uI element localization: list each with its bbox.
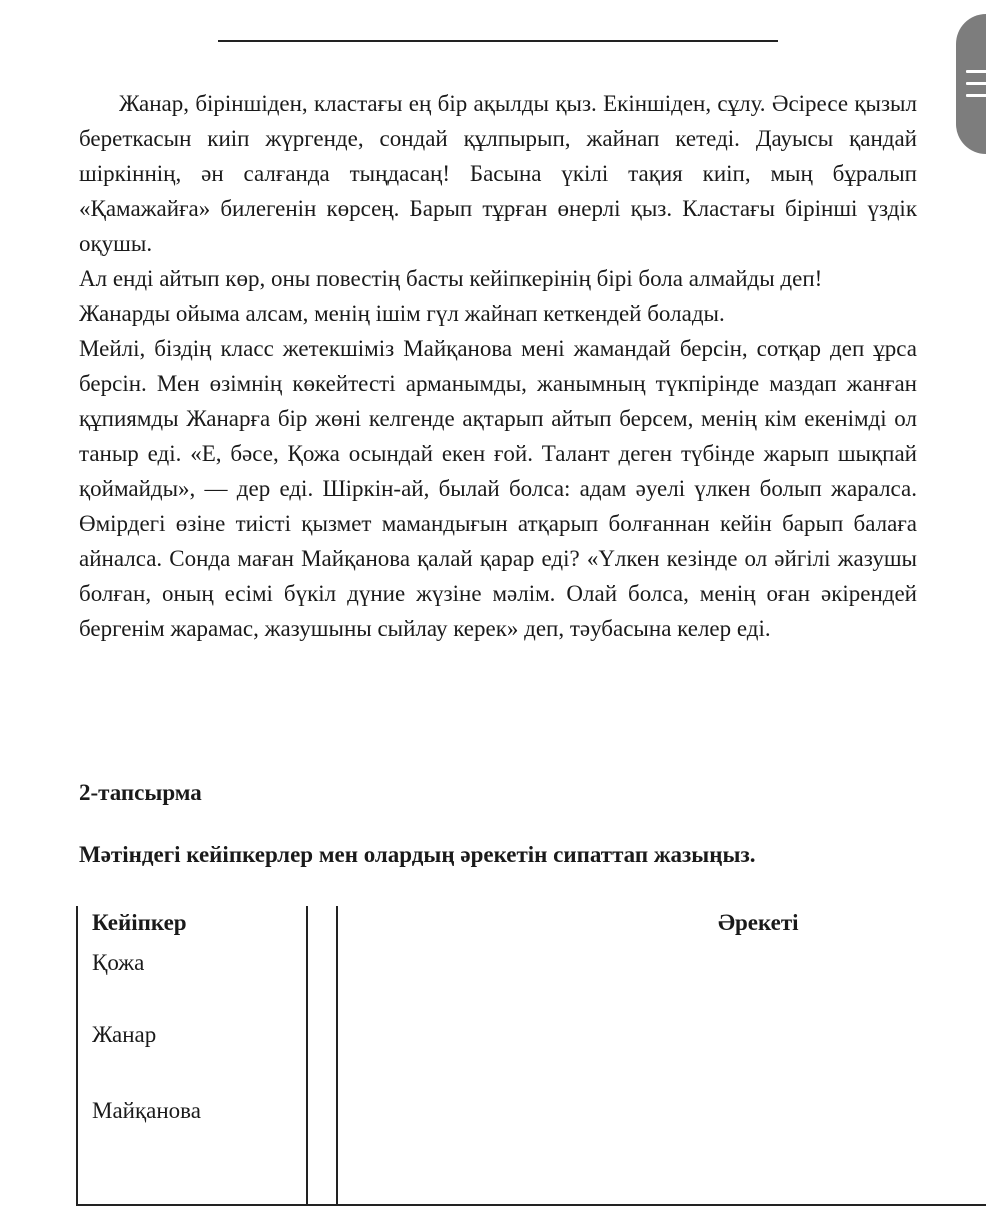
paragraph-2: Ал енді айтып көр, оны повестің басты кейіпкерінің бірі бола алмайды деп! — [79, 266, 823, 291]
header-character: Кейіпкер — [92, 910, 187, 935]
paragraph-4: Мейлі, біздің класс жетекшіміз Майқанова мені жамандай берсін, сотқар деп ұрса берсін. Мен өзімнің көкейтесті арманымды, жанымның түкпірінде маздап жанған құпиямды Жанарға бір жөні келгенде ақтарып айтып берсем, менің кім екенімді ол таныр еді. «Е, бәсе, Қожа осындай екен ғой. Талант деген түбінде жарып шықпай қоймайды», — дер еді. Шіркін-ай, былай болса: адам әуелі үлкен болып жаралса. Өмірдегі өзіне тиісті қызмет мамандығын атқарып болғаннан кейін барып балаға айналса. Сонда маған Майқанова қалай қарар еді? «Үлкен кезінде ол әйгілі жазушы болған, оның есімі бүкіл дүние жүзіне мәлім. Олай болса, менің оған әкірендей бергенім жарамас, жазушыны сыйлау керек» деп, тәубасына келер еді. — [79, 336, 917, 641]
answer-table — [76, 906, 986, 1206]
task-title: 2-тапсырма — [79, 780, 202, 805]
top-rule — [218, 40, 778, 42]
row-character-2: Жанар — [92, 1022, 157, 1047]
table-divider-1 — [306, 906, 308, 1206]
row-character-1: Қожа — [92, 950, 145, 975]
table-bottom-border — [76, 1204, 986, 1206]
side-menu-tab[interactable] — [956, 14, 986, 154]
table-left-border — [76, 906, 78, 1206]
header-action: Әрекеті — [718, 910, 799, 935]
story-text — [79, 86, 917, 646]
row-character-3: Майқанова — [92, 1098, 201, 1123]
paragraph-3: Жанарды ойыма алсам, менің ішім гүл жайнап кеткендей болады. — [79, 301, 725, 326]
menu-icon[interactable] — [966, 70, 986, 98]
table-divider-2 — [336, 906, 338, 1206]
paragraph-1: Жанар, біріншіден, кластағы ең бір ақылды қыз. Екіншіден, сұлу. Әсіресе қызыл береткасын киіп жүргенде, сондай құлпырып, жайнап кетеді. Дауысы қандай шіркіннің, ән салғанда тыңдасаң! Басына үкілі тақия киіп, мың бұралып «Қамажайға» билегенін көрсең. Барып тұрған өнерлі қыз. Кластағы бірінші үздік оқушы. — [79, 91, 917, 256]
task-instruction: Мәтіндегі кейіпкерлер мен олардың әрекетін сипаттап жазыңыз. — [79, 842, 756, 867]
